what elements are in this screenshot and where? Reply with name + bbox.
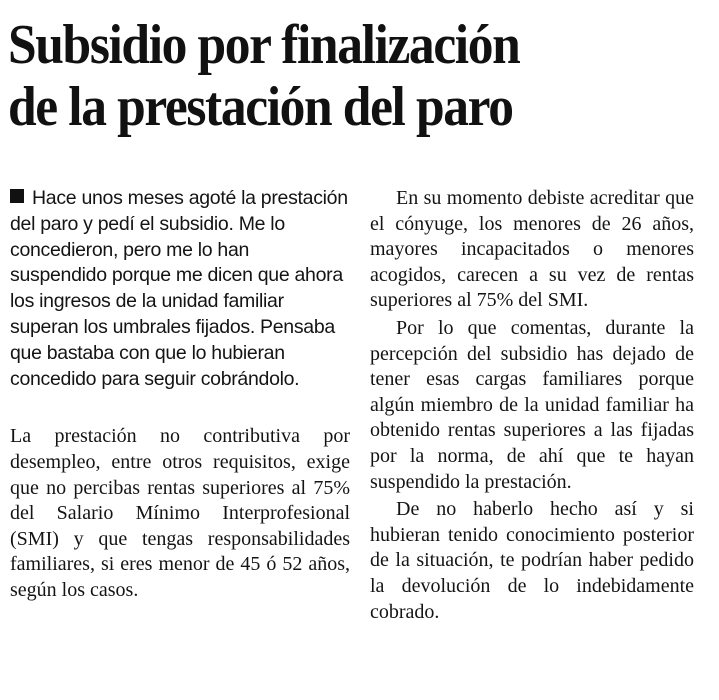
left-column xyxy=(10,186,350,604)
answer-paragraph-4: De no haberlo hecho así y si hubieran tenido conocimiento posterior de la situación, te podrían haber pedido la devolución de lo indebidamente cobrado. xyxy=(370,498,694,623)
answer-paragraph-2: En su momento debiste acreditar que el cónyuge, los menores de 26 años, mayores incapacitados o menores acogidos, carecen a su vez de rentas superiores al 75% del SMI. xyxy=(370,187,694,312)
answer-paragraph-1: La prestación no contributiva por desempleo, entre otros requisitos, exige que no percibas rentas superiores al 75% del Salario Mínimo Interprofesional (SMI) y que tengas responsabilidades familiares, si eres menor de 45 ó 52 años, según los casos. xyxy=(10,425,350,601)
question-text: Hace unos meses agoté la prestación del paro y pedí el subsidio. Me lo concedieron, pero me lo han suspendido porque me dicen que ahora los ingresos de la unidad familiar superan los umbrales fijados. Pensaba que bastaba con que lo hubieran concedido para seguir cobrándolo. xyxy=(10,187,348,390)
answer-paragraph-3: Por lo que comentas, durante la percepción del subsidio has dejado de tener esas cargas familiares porque algún miembro de la unidad familiar ha obtenido rentas superiores a las fijadas por la norma, de ahí que te hayan suspendido la prestación. xyxy=(370,316,694,493)
reader-question xyxy=(10,186,350,392)
headline-line-1: Subsidio por finalización xyxy=(8,14,520,76)
square-bullet-icon xyxy=(10,189,24,203)
headline-line-2: de la prestación del paro xyxy=(8,76,513,138)
right-column xyxy=(370,186,694,627)
headline xyxy=(8,14,657,138)
